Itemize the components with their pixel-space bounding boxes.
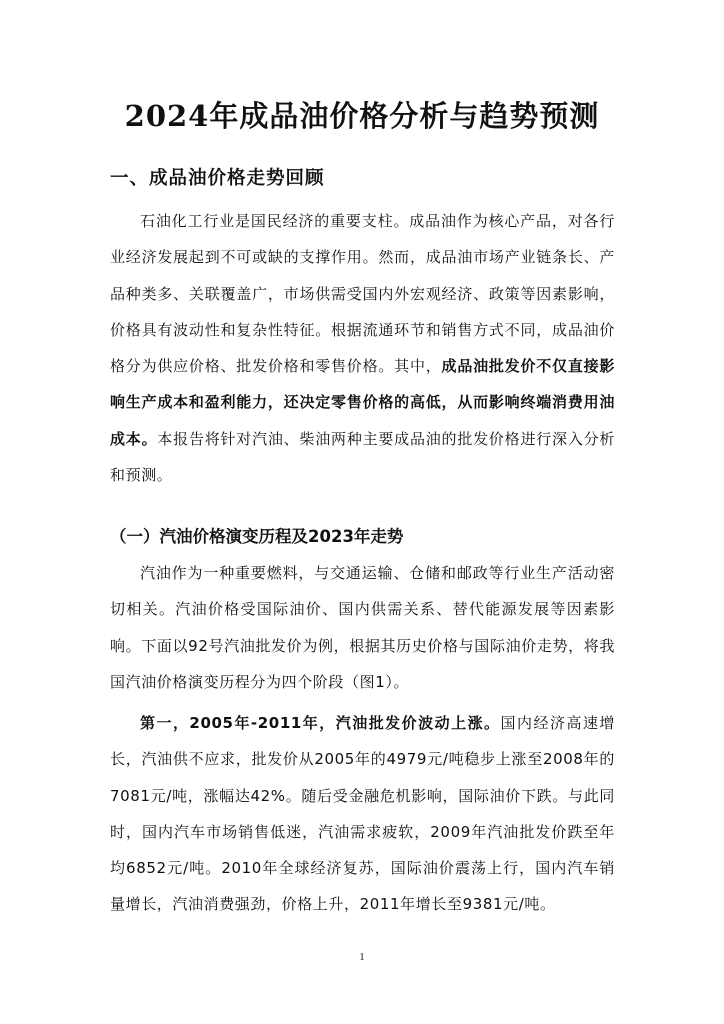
- stage-one-text: 国内经济高速增长，汽油供不应求，批发价从2005年的4979元/吨稳步上涨至2008年的7081元/吨，涨幅达42%。随后受金融危机影响，国际油价下跌。与此同时，国内汽车市场销售低迷，汽油需求疲软，2009年汽油批发价跌至年均6852元/吨。2010年全球经济复苏，国际油价震荡上行，国内汽车销量增长，汽油消费强劲，价格上升，2011年增长至9381元/吨。: [110, 714, 615, 914]
- intro-paragraph-bold: 成品油批发价不仅直接影响生产成本和盈利能力，还决定零售价格的高低，从而影响终端消费用油成本。: [110, 357, 615, 448]
- intro-paragraph-text-a: 石油化工行业是国民经济的重要支柱。成品油作为核心产品，对各行业经济发展起到不可或缺的支撑作用。然而，成品油市场产业链条长、产品种类多、关联覆盖广，市场供需受国内外宏观经济、政策等因素影响，价格具有波动性和复杂性特征。根据流通环节和销售方式不同，成品油价格分为供应价格、批发价格和零售价格。其中，: [110, 212, 615, 376]
- intro-paragraph-text-b: 本报告将针对汽油、柴油两种主要成品油的批发价格进行深入分析和预测。: [110, 429, 615, 485]
- intro-paragraph: [110, 203, 615, 493]
- page-title: 2024年成品油价格分析与趋势预测: [124, 99, 600, 133]
- stage-one-paragraph: [110, 705, 615, 923]
- page-number: 1: [359, 951, 365, 963]
- gasoline-intro-paragraph: 汽油作为一种重要燃料，与交通运输、仓储和邮政等行业生产活动密切相关。汽油价格受国际油价、国内供需关系、替代能源发展等因素影响。下面以92号汽油批发价为例，根据其历史价格与国际油价走势，将我国汽油价格演变历程分为四个阶段（图1）。: [110, 564, 615, 691]
- subsection-heading: （一）汽油价格演变历程及2023年走势: [110, 527, 404, 546]
- section-heading: 一、成品油价格走势回顾: [110, 168, 325, 189]
- stage-one-bold: 第一，2005年-2011年，汽油批发价波动上涨。: [140, 714, 501, 732]
